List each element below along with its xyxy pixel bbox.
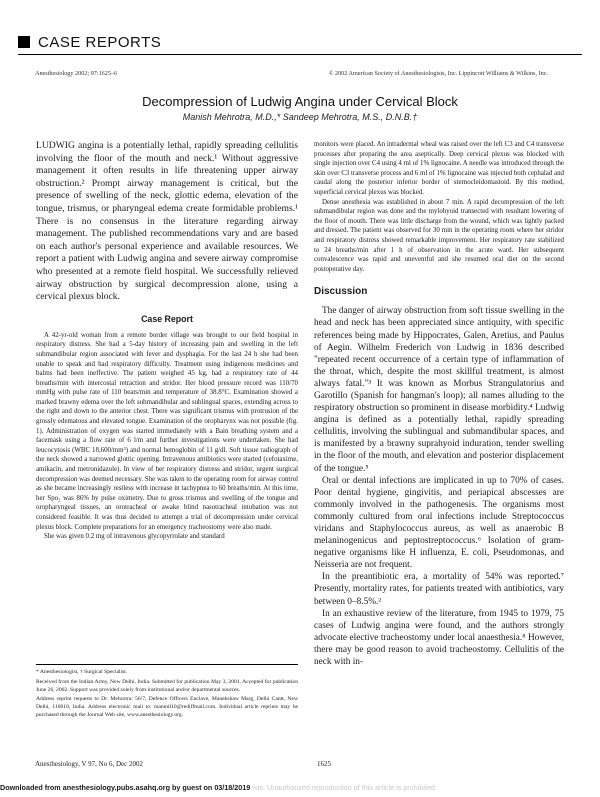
section-square-icon (18, 36, 30, 48)
footnote: Received from the Indian Army, New Delhi, India. Submitted for publication May 3, 2001. Accepted for publication June 26, 2002. Support was provided solely from institutional and/or departmental sources. (36, 678, 298, 693)
download-notice-faded: ists. Unauthorized reproduction of this article is prohibited. (252, 783, 437, 792)
case-report-paragraph: She was given 0.2 mg of intravenous glycopyrrolate and standard (44, 533, 225, 541)
left-column (36, 140, 298, 542)
discussion-paragraph: Oral or dental infections are implicated in up to 70% of cases. Poor dental hygiene, gingivitis, and periapical abscesses are commonly involved in the pathogenesis. The organisms most commonly cultured from oral infections include Streptococcus viridans and Staphylococcus aureus, as well as anaerobic B melaninogenicus and peptostreptococcus.⁶ Isolation of gram-negative organisms like H influenza, E. coli, Pseudomonas, and Neisseria are not frequent. (314, 475, 564, 571)
header-rule (18, 54, 582, 55)
article-authors: Manish Mehrotra, M.D.,* Sandeep Mehrotra, M.S., D.N.B.† (182, 112, 418, 122)
discussion-heading: Discussion (314, 286, 368, 298)
right-column (314, 140, 564, 668)
copyright-notice: © 2002 American Society of Anesthesiologists, Inc. Lippincott Williams & Wilkins, Inc. (328, 70, 548, 77)
case-report-continued-paragraph: monitors were placed. An intradermal wheal was raised over the left C3 and C4 transverse processes after preparing the area aseptically. Deep cervical plexus was blocked with single injection over C4 using 4 ml of 1% lignocaine. A needle was introduced through the skin over C3 transverse process and 6 ml of 1% lignocaine was injected both cephalad and caudal along the posterior inferior border of sternocleidomastoid. By this method, superficial cervical plexus was blocked. (314, 141, 564, 196)
footnotes (36, 664, 298, 722)
download-notice (0, 783, 600, 792)
footer-journal: Anesthesiology, V 97, No 6, Dec 2002 (35, 760, 143, 768)
discussion-paragraph: In an exhaustive review of the literature, from 1945 to 1979, 75 cases of Ludwig angina were found, and the authors strongly advocate elective tracheostomy under local anaesthesia.⁸ However, there may be good reason to avoid tracheostomy. Cellulitis of the neck with in- (314, 608, 564, 668)
abstract: LUDWIG angina is a potentially lethal, rapidly spreading cellulitis involving the floor of the mouth and neck.¹ Without aggressive management it often results in life threatening upper airway obstruction.² Prompt airway management is critical, but the presence of swelling of the neck, glottic edema, elevation of the tongue, trismus, or pharyngeal edema create formidable problems.¹ There is no consensus in the literature regarding airway management. The published recommendations vary and are based on each author's personal experience and available resources. We report a patient with Ludwig angina and severe airway compromise who presented at a remote field hospital. We successfully relieved airway obstruction by surgical decompression alone, using a cervical plexus block. (36, 140, 298, 303)
discussion-paragraph: In the preantibiotic era, a mortality of 54% was reported.⁷ Presently, mortality rates, for patients treated with antibiotics, vary between 0–8.5%.² (314, 572, 564, 607)
footnote: * Anesthesiologist, † Surgical Specialist. (36, 669, 128, 675)
page-number: 1625 (317, 760, 331, 768)
footnote: Address reprint requests to Dr. Mehrotra: 56/7, Defence Officers Enclave, Manekshaw Marg, Delhi Cantt, New Delhi, 110010, India. Address electronic mail to: manmil10@rediffmail.com. Individual article reprints may be purchased through the Journal Web site, www.anesthesiology.org. (36, 696, 298, 718)
journal-reference: Anesthesiology 2002; 97:1625–6 (35, 70, 118, 77)
discussion-paragraph: The danger of airway obstruction from soft tissue swelling in the head and neck has been appreciated since antiquity, with specific references being made by Hippocrates, Galen, Aretius, and Paulus of Aegin. Wilhelm Frederich von Ludwig in 1836 described "repeated recent occurrence of a certain type of inflammation of the throat, which, despite the most skillful treatment, is almost always fatal."³ It was known as Morbus Strangulatorius and Garotillo (Spanish for hangman's loop); all names alluding to the respiratory obstruction so prominent in disease morbidity.⁴ Ludwig angina is defined as a potentially lethal, rapidly spreading cellulitis, involving the sublingual and submandibular spaces, and is manifested by a brawny suprahyoid induration, tender swelling in the floor of the mouth, and elevation and posterior displacement of the tongue.⁵ (314, 306, 564, 474)
case-report-heading: Case Report (141, 313, 193, 324)
section-label: CASE REPORTS (38, 33, 162, 51)
case-report-paragraph: A 42-yr-old woman from a remote border village was brought to our field hospital in respiratory distress. She had a 5-day history of increasing pain and swelling in the left submandibular region associated with fever and dysphagia. For the last 24 h she had been unable to speak and had respiratory difficulty. Treatment using indigenous medicines and balms had been ineffective. The patient weighed 45 kg, had a respiratory rate of 44 breaths/min with intercostal retraction and stridor. Her blood pressure record was 110/70 mmHg with pulse rate of 110 beats/min and temperature of 38.8°C. Examination showed a marked brawny edema over the left submandibular and sublingual spaces, extending across to the right and down to the anterior chest. There was significant trismus with protrusion of the grossly edematous and elevated tongue. Examination of the oropharynx was not possible (fig. 1). Administration of oxygen was started immediately with a Bain breathing system and a facemask using a flow rate of 6 l/m and further investigations were undertaken. She had leucocytosis (WBC 18,600/mm³) and normal hemoglobin of 11 g/dl. Soft tissue radiograph of the neck showed a narrowed glottic opening. Intravenous antibiotics were started (cefotaxime, amikacin, and metronidazole). In view of her respiratory distress and stridor, urgent surgical decompression was deemed necessary. She was taken to the operating room for airway control as she became increasingly restless with increase in tachypnea to 60 breaths/min. At this time, her Spo₂ was 86% by pulse oximetry. Due to gross trismus and swelling of the tongue and oropharyngeal tissues, an orotracheal or awake blind nasotracheal intubation was not considered feasible. It was thus decided to attempt a trial of decompression under cervical plexus block. Complete preparations for an emergency tracheostomy were also made. (36, 331, 298, 531)
case-report-continued-paragraph: Dense anesthesia was established in about 7 min. A rapid decompression of the left submandibular region was done and the mylohyoid transected with resultant lowering of the floor of mouth. There was little discharge from the wound, which was lightly packed and dressed. The patient was observed for 30 min in the operating room where her stridor and respiratory distress showed remarkable improvement. Her respiratory rate stabilized to 24 breaths/min after 1 h of observation in the acute ward. Her subsequent convalescence was rapid and uneventful and she resumed oral diet on the second postoperative day. (314, 198, 564, 273)
download-link[interactable]: Downloaded from anesthesiology.pubs.asahq.org by guest on 03/18/2019 (0, 783, 251, 792)
section-header (18, 34, 161, 50)
article-title: Decompression of Ludwig Angina under Cervical Block (142, 94, 458, 109)
